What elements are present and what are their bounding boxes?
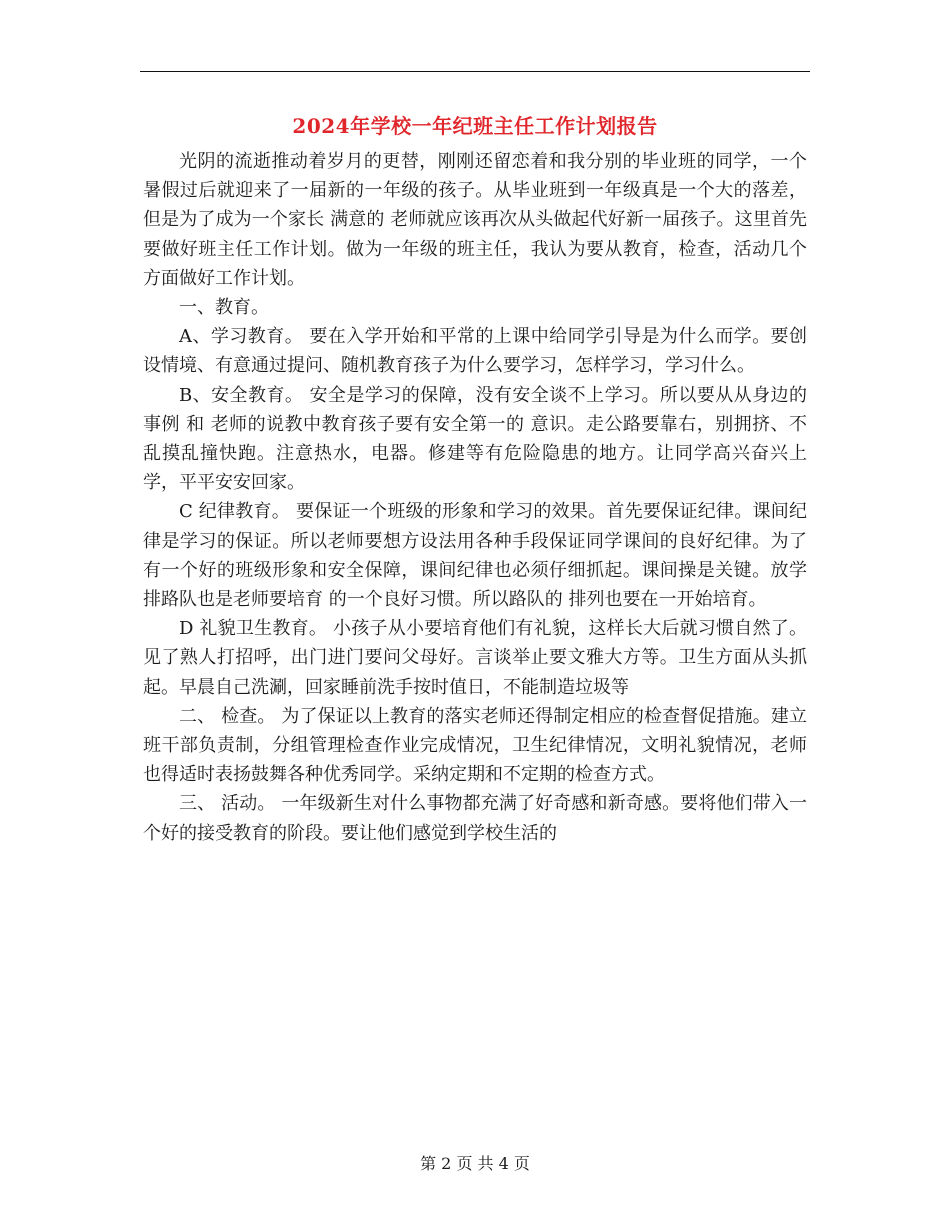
paragraph-inspection: 二、 检查。 为了保证以上教育的落实老师还得制定相应的检查督促措施。建立班干部负责制，分组管理检查作业完成情况，卫生纪律情况，文明礼貌情况，老师也得适时表扬鼓舞各种优秀同学。采纳定期和不定期的检查方式。 xyxy=(143,705,807,786)
paragraph-activities: 三、 活动。 一年级新生对什么事物都充满了好奇感和新奇感。要将他们带入一个好的接受教育的阶段。要让他们感觉到学校生活的 xyxy=(143,793,807,844)
paragraph-discipline-education: C 纪律教育。 要保证一个班级的形象和学习的效果。首先要保证纪律。课间纪律是学习的保证。所以老师要想方设法用各种手段保证同学课间的良好纪律。为了有一个好的班级形象和安全保障，课间纪律也必须仔细抓起。课间操是关键。放学排路队也是老师要培育 的一个良好习惯。所以路队的 排列也要在一开始培育。 xyxy=(143,501,807,611)
paragraph-manners-hygiene-education: D 礼貌卫生教育。 小孩子从小要培育他们有礼貌，这样长大后就习惯自然了。见了熟人打招呼，出门进门要问父母好。言谈举止要文雅大方等。卫生方面从头抓起。早晨自己洗涮，回家睡前洗手按时值日，不能制造垃圾等 xyxy=(143,618,807,698)
header-rule xyxy=(140,71,810,72)
paragraph-intro: 光阴的流逝推动着岁月的更替，刚刚还留恋着和我分别的毕业班的同学，一个暑假过后就迎来了一届新的一年级的孩子。从毕业班到一年级真是一个大的落差，但是为了成为一个家长 满意的 老师就应该再次从头做起代好新一届孩子。这里首先要做好班主任工作计划。做为一年级的班主任，我认为要从教育，检查，活动几个方面做好工作计划。 xyxy=(143,151,807,289)
document-body xyxy=(143,147,807,848)
page-number: 第 2 页 共 4 页 xyxy=(420,1154,530,1173)
paragraph-safety-education: B、安全教育。 安全是学习的保障，没有安全谈不上学习。所以要从从身边的事例 和 老师的说教中教育孩子要有安全第一的 意识。走公路要靠右，别拥挤、不乱摸乱撞快跑。注意热水，电器。修建等有危险隐患的地方。让同学高兴奋兴上学，平平安安回家。 xyxy=(143,384,807,494)
section-heading-education: 一、教育。 xyxy=(179,297,269,319)
document-title: 2024年学校一年纪班主任工作计划报告 xyxy=(292,114,658,138)
paragraph-study-education: A、学习教育。 要在入学开始和平常的上课中给同学引导是为什么而学。要创设情境、有意通过提问、随机教育孩子为什么要学习，怎样学习，学习什么。 xyxy=(143,326,807,377)
